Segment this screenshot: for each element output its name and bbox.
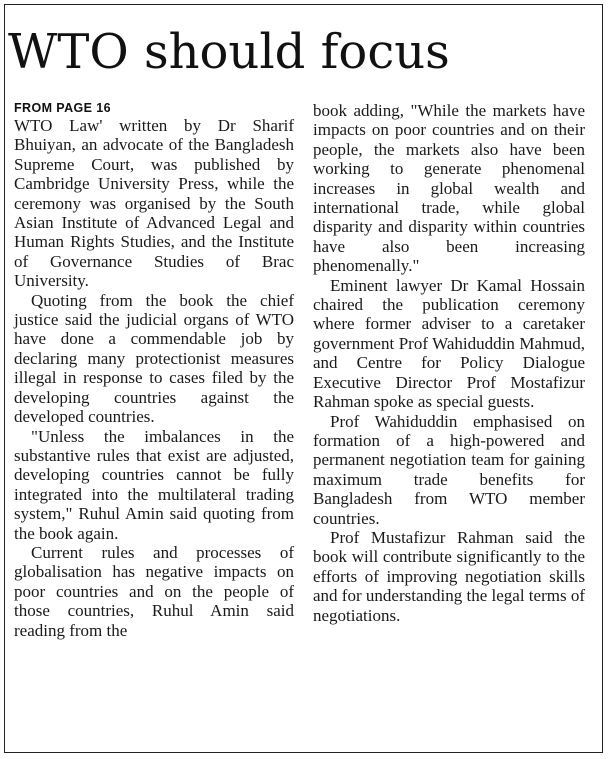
paragraph: Current rules and processes of globalisation has negative impacts on poor countries and on the people of those countries, Ruhul Amin said reading from the	[14, 542, 294, 640]
paragraph: WTO Law' written by Dr Sharif Bhuiyan, an advocate of the Bangladesh Supreme Court, was published by Cambridge University Press, while the ceremony was organised by the South Asian Institute of Advanced Legal and Human Rights Studies, and the Institute of Governance Studies of Brac University.	[14, 116, 294, 291]
paragraph: Prof Mustafizur Rahman said the book will contribute significantly to the efforts of improving negotiation skills and for understanding the legal terms of negotiations.	[313, 527, 585, 625]
continuation-kicker: FROM PAGE 16	[14, 101, 111, 115]
paragraph: "Unless the imbalances in the substantive rules that exist are adjusted, developing countries cannot be fully integrated into the multilateral trading system," Ruhul Amin said quoting from the book again.	[14, 426, 294, 543]
right-column	[313, 101, 585, 625]
headline: WTO should focus	[8, 24, 450, 80]
paragraph: Eminent lawyer Dr Kamal Hossain chaired the publication ceremony where former adviser to a caretaker government Prof Wahiduddin Mahmud, and Centre for Policy Dialogue Executive Director Prof Mostafizur Rahman spoke as special guests.	[313, 275, 585, 412]
paragraph: Prof Wahiduddin emphasised on formation of a high-powered and permanent negotiation team for gaining maximum trade benefits for Bangladesh from WTO member countries.	[313, 411, 585, 528]
paragraph: book adding, "While the markets have impacts on poor countries and on their people, the markets also have been working to generate phenomenal increases in global wealth and international trade, while global disparity and disparity within countries have also been increasing phenomenally."	[313, 101, 585, 276]
paragraph: Quoting from the book the chief justice said the judicial organs of WTO have done a commendable job by declaring many protectionist measures illegal in response to cases filed by the developing countries against the developed countries.	[14, 290, 294, 427]
left-column	[14, 100, 294, 640]
